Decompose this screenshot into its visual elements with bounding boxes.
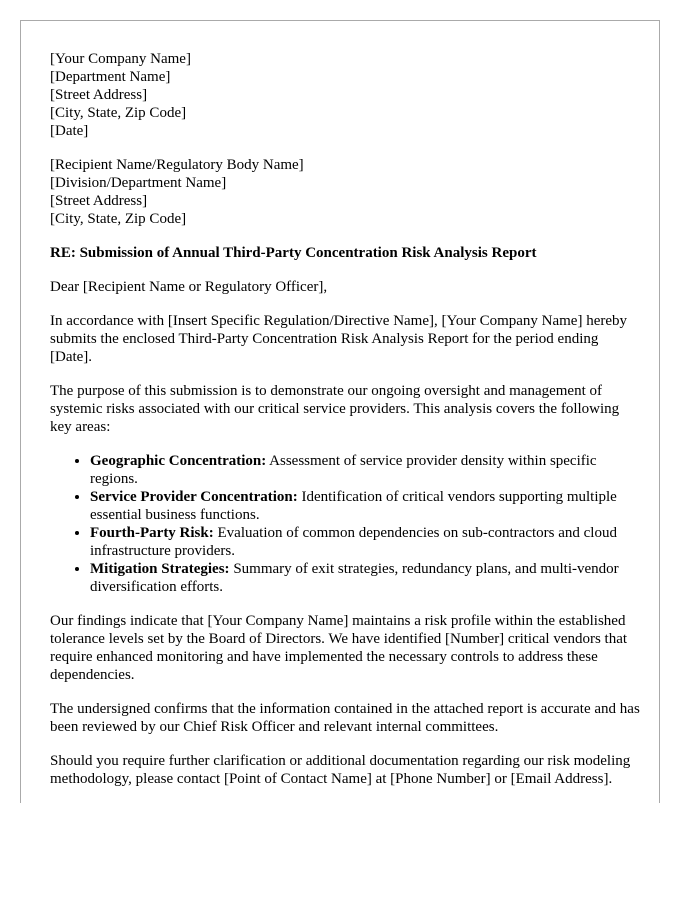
list-item-text: Evaluation of common dependencies on sub-contractors and cloud infrastructure providers. <box>90 525 617 559</box>
recipient-address <box>50 156 640 228</box>
list-item-title: Geographic Concentration: <box>90 453 267 469</box>
sender-address <box>50 50 640 140</box>
list-item <box>90 524 640 560</box>
letter-page <box>20 20 660 803</box>
list-item <box>90 452 640 488</box>
confirmation-paragraph: The undersigned confirms that the information contained in the attached report is accurate and has been reviewed by our Chief Risk Officer and relevant internal committees. <box>50 701 640 735</box>
sender-street: [Street Address] <box>50 87 148 103</box>
list-item-text: Assessment of service provider density within specific regions. <box>90 453 597 487</box>
recipient-street: [Street Address] <box>50 193 148 209</box>
recipient-city-state-zip: [City, State, Zip Code] <box>50 211 187 227</box>
sender-department: [Department Name] <box>50 69 171 85</box>
recipient-division: [Division/Department Name] <box>50 175 227 191</box>
sender-city-state-zip: [City, State, Zip Code] <box>50 105 187 121</box>
list-item <box>90 560 640 596</box>
sender-date: [Date] <box>50 123 89 139</box>
list-item-text: Summary of exit strategies, redundancy plans, and multi-vendor diversification efforts. <box>90 561 619 595</box>
contact-paragraph: Should you require further clarification or additional documentation regarding our risk modeling methodology, please contact [Point of Contact Name] at [Phone Number] or [Email Address]. <box>50 753 631 787</box>
list-item-title: Fourth-Party Risk: <box>90 525 214 541</box>
salutation: Dear [Recipient Name or Regulatory Officer], <box>50 279 328 295</box>
subject-line: RE: Submission of Annual Third-Party Concentration Risk Analysis Report <box>50 245 537 261</box>
list-item-text: Identification of critical vendors supporting multiple essential business functions. <box>90 489 617 523</box>
letter-content <box>50 50 640 803</box>
findings-paragraph: Our findings indicate that [Your Company Name] maintains a risk profile within the established tolerance levels set by the Board of Directors. We have identified [Number] critical vendors that require enhanced monitoring and have implemented the necessary controls to address these dependencies. <box>50 613 628 683</box>
list-item <box>90 488 640 524</box>
list-item-title: Mitigation Strategies: <box>90 561 230 577</box>
sender-company: [Your Company Name] <box>50 51 191 67</box>
purpose-paragraph: The purpose of this submission is to demonstrate our ongoing oversight and management of systemic risks associated with our critical service providers. This analysis covers the following key areas: <box>50 383 620 435</box>
list-item-title: Service Provider Concentration: <box>90 489 298 505</box>
key-areas-list <box>50 452 640 596</box>
recipient-name: [Recipient Name/Regulatory Body Name] <box>50 157 304 173</box>
intro-paragraph: In accordance with [Insert Specific Regulation/Directive Name], [Your Company Name] hereby submits the enclosed Third-Party Concentration Risk Analysis Report for the period ending [Date]. <box>50 313 628 365</box>
